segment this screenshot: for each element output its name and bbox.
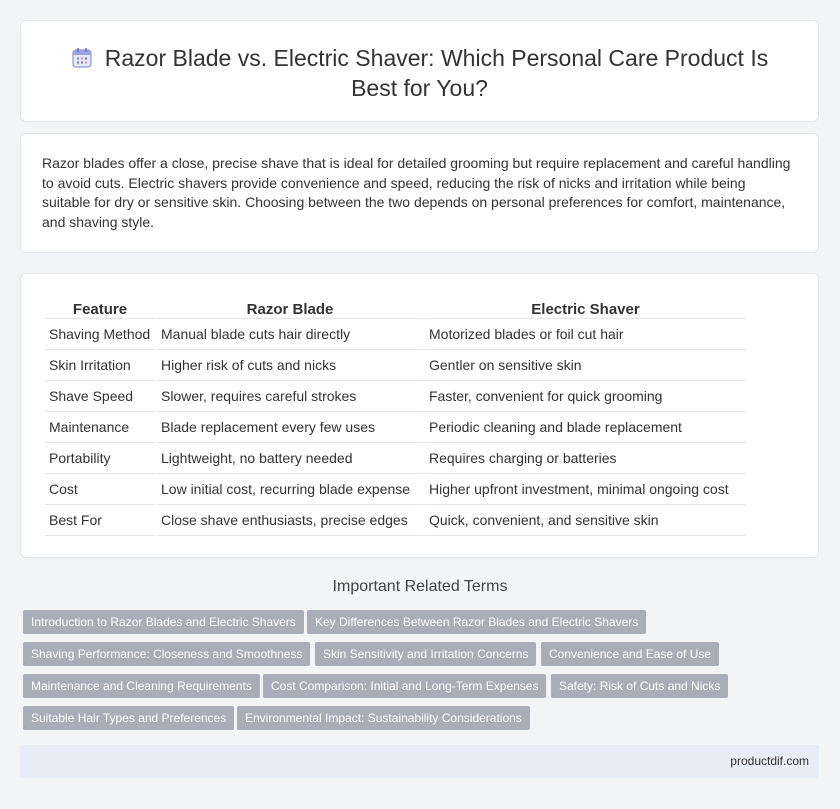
table-cell-razor: Blade replacement every few uses: [157, 412, 423, 443]
related-terms-heading: Important Related Terms: [332, 578, 508, 595]
footer-site-link[interactable]: productdif.com: [730, 754, 809, 768]
table-cell-feature: Cost: [45, 474, 155, 505]
table-cell-razor: Close shave enthusiasts, precise edges: [157, 505, 423, 536]
related-term-tag[interactable]: Introduction to Razor Blades and Electric Shavers: [23, 610, 304, 634]
footer: [20, 745, 819, 778]
related-term-tag[interactable]: Environmental Impact: Sustainability Considerations: [237, 706, 530, 730]
page-title: Razor Blade vs. Electric Shaver: Which Personal Care Product Is Best for You?: [104, 45, 769, 101]
table-row: [45, 318, 746, 350]
column-header-electric-shaver: Electric Shaver: [531, 301, 640, 318]
column-header-feature: Feature: [72, 301, 128, 318]
related-term-tag[interactable]: Suitable Hair Types and Preferences: [23, 706, 234, 730]
comparison-table: [43, 296, 748, 536]
table-cell-razor: Lightweight, no battery needed: [157, 443, 423, 474]
table-cell-razor: Manual blade cuts hair directly: [157, 318, 423, 350]
table-cell-feature: Skin Irritation: [45, 350, 155, 381]
table-row: [45, 474, 746, 505]
related-term-tag[interactable]: Convenience and Ease of Use: [541, 642, 719, 666]
table-cell-razor: Higher risk of cuts and nicks: [157, 350, 423, 381]
related-term-tag[interactable]: Safety: Risk of Cuts and Nicks: [551, 674, 728, 698]
related-term-tag[interactable]: Shaving Performance: Closeness and Smoothness: [23, 642, 310, 666]
table-cell-electric: Higher upfront investment, minimal ongoing cost: [425, 474, 746, 505]
table-cell-razor: Low initial cost, recurring blade expense: [157, 474, 423, 505]
related-term-tag[interactable]: Key Differences Between Razor Blades and Electric Shavers: [307, 610, 646, 634]
table-row: [45, 350, 746, 381]
column-header-razor-blade: Razor Blade: [246, 301, 334, 318]
table-cell-electric: Faster, convenient for quick grooming: [425, 381, 746, 412]
table-cell-electric: Periodic cleaning and blade replacement: [425, 412, 746, 443]
table-row: [45, 381, 746, 412]
table-row: [45, 505, 746, 536]
table-cell-electric: Motorized blades or foil cut hair: [425, 318, 746, 350]
table-cell-electric: Requires charging or batteries: [425, 443, 746, 474]
table-cell-feature: Best For: [45, 505, 155, 536]
table-row: [45, 443, 746, 474]
table-cell-feature: Portability: [45, 443, 155, 474]
table-cell-electric: Quick, convenient, and sensitive skin: [425, 505, 746, 536]
table-header-row: [45, 296, 746, 318]
table-cell-feature: Shave Speed: [45, 381, 155, 412]
related-term-tag[interactable]: Maintenance and Cleaning Requirements: [23, 674, 260, 698]
table-cell-electric: Gentler on sensitive skin: [425, 350, 746, 381]
table-row: [45, 412, 746, 443]
summary-text: Razor blades offer a close, precise shave that is ideal for detailed grooming but require replacement and careful handling to avoid cuts. Electric shavers provide convenience and speed, reducing the risk of nicks and irritation while being suitable for dry or sensitive skin. Choosing between the two depends on personal preferences for comfort, maintenance, and shaving style.: [42, 155, 791, 230]
page-title-wrap: [21, 43, 818, 103]
calendar-icon: [71, 47, 93, 69]
related-term-tag[interactable]: Cost Comparison: Initial and Long-Term Expenses: [263, 674, 546, 698]
comparison-card: [20, 273, 819, 558]
table-cell-feature: Shaving Method: [45, 318, 155, 350]
summary-card: [20, 133, 819, 253]
related-term-tag[interactable]: Skin Sensitivity and Irritation Concerns: [315, 642, 536, 666]
table-cell-feature: Maintenance: [45, 412, 155, 443]
title-card: [20, 20, 819, 122]
table-cell-razor: Slower, requires careful strokes: [157, 381, 423, 412]
